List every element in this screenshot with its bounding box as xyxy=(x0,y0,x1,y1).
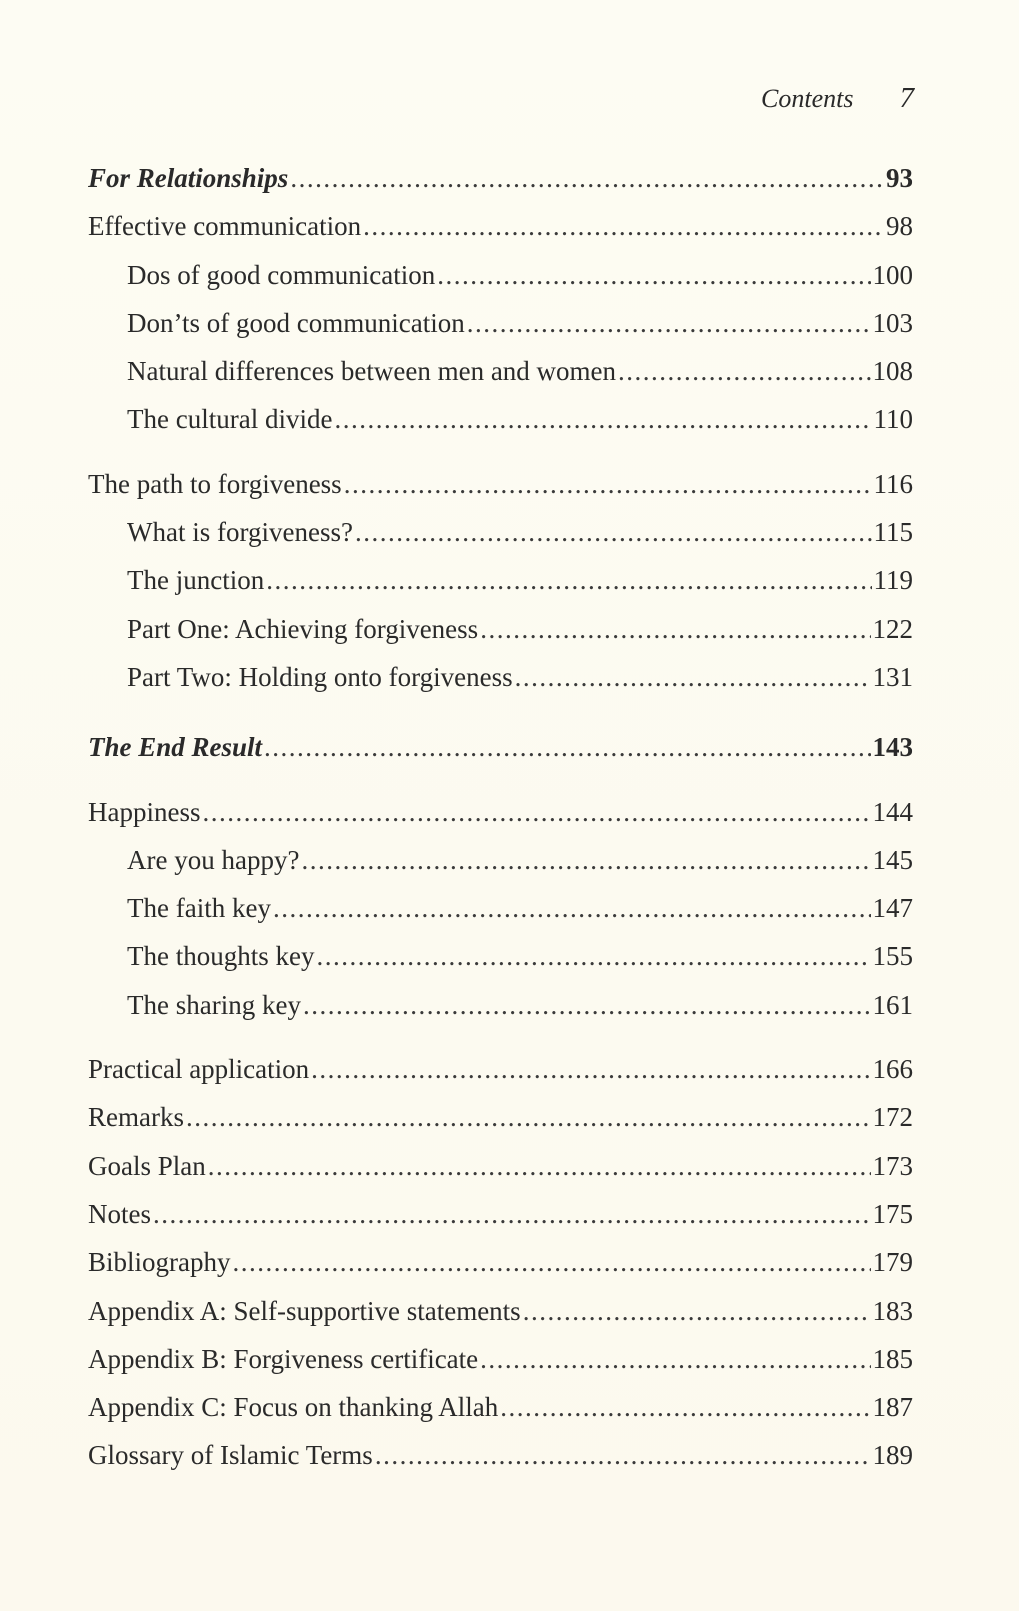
toc-entry xyxy=(88,653,913,701)
toc-entry-title: Practical application xyxy=(88,1054,310,1085)
dot-leader xyxy=(186,1093,871,1141)
dot-leader xyxy=(208,1142,871,1190)
toc-entry xyxy=(88,1045,913,1093)
dot-leader xyxy=(515,653,871,701)
toc-entry-page: 100 xyxy=(872,259,913,290)
toc-entry-page: 147 xyxy=(872,893,913,924)
running-head-section: Contents xyxy=(761,84,854,113)
dot-leader xyxy=(153,1190,871,1238)
dot-leader xyxy=(363,202,884,250)
toc-entry-title: Bibliography xyxy=(88,1247,231,1278)
dot-leader xyxy=(334,395,871,443)
toc-entry-page: 155 xyxy=(872,941,913,972)
page-number: 7 xyxy=(899,82,914,114)
toc-entry-page: 98 xyxy=(886,211,913,242)
toc-entry-title: Don’ts of good communication xyxy=(127,307,465,338)
toc-entry-page: 173 xyxy=(872,1150,913,1181)
toc-entry xyxy=(88,884,913,932)
toc-entry xyxy=(88,836,913,884)
toc-entry-title: Appendix B: Forgiveness certificate xyxy=(88,1343,479,1374)
toc-entry xyxy=(88,605,913,653)
toc-entry-title: The faith key xyxy=(127,893,271,924)
toc-entry-page: 131 xyxy=(872,661,913,692)
running-head xyxy=(761,82,914,115)
toc-entry-page: 189 xyxy=(872,1440,913,1471)
toc-entry-page: 175 xyxy=(872,1198,913,1229)
dot-leader xyxy=(480,605,870,653)
toc-entry-page: 93 xyxy=(886,163,913,193)
toc-entry xyxy=(88,508,913,556)
toc-entry-title: The End Result xyxy=(88,732,263,763)
toc-entry-title: For Relationships xyxy=(88,163,289,193)
toc-entry-title: The path to forgiveness xyxy=(88,468,342,499)
toc-entry-page: 144 xyxy=(872,796,913,827)
dot-leader xyxy=(375,1431,871,1479)
dot-leader xyxy=(523,1287,871,1335)
toc-entry xyxy=(88,1431,913,1479)
toc-entry-title: Notes xyxy=(88,1198,151,1229)
toc-entry-page: 116 xyxy=(873,468,913,499)
dot-leader xyxy=(618,347,870,395)
toc-entry xyxy=(88,1238,913,1286)
toc-entry-title: Effective communication xyxy=(88,211,362,242)
dot-leader xyxy=(301,836,870,884)
toc-entry-title: Remarks xyxy=(88,1102,184,1133)
toc-entry-page: 161 xyxy=(872,989,913,1020)
toc-entry xyxy=(88,1093,913,1141)
dot-leader xyxy=(266,556,871,604)
dot-leader xyxy=(344,460,872,508)
toc-entry xyxy=(88,788,913,836)
toc-entry xyxy=(88,251,913,299)
toc-entry xyxy=(88,1335,913,1383)
toc-entry-title: Natural differences between men and women xyxy=(127,356,617,387)
dot-leader xyxy=(437,251,870,299)
dot-leader xyxy=(500,1383,870,1431)
dot-leader xyxy=(311,1045,870,1093)
toc-entry-page: 183 xyxy=(872,1295,913,1326)
toc-entry-page: 119 xyxy=(873,565,913,596)
toc-entry-page: 115 xyxy=(873,517,913,548)
toc-entry-title: Dos of good communication xyxy=(127,259,436,290)
toc-entry-page: 110 xyxy=(873,404,913,435)
toc-entry-title: Appendix C: Focus on thanking Allah xyxy=(88,1392,499,1423)
dot-leader xyxy=(264,723,870,771)
dot-leader xyxy=(273,884,871,932)
dot-leader xyxy=(303,981,871,1029)
toc-entry-title: The thoughts key xyxy=(127,941,315,972)
toc-entry-title: The junction xyxy=(127,565,265,596)
toc-entry-page: 179 xyxy=(872,1247,913,1278)
toc-entry-title: Happiness xyxy=(88,796,201,827)
toc-entry-page: 166 xyxy=(872,1054,913,1085)
toc-entry-page: 103 xyxy=(872,307,913,338)
toc-entry-title: What is forgiveness? xyxy=(127,517,353,548)
toc-entry-page: 143 xyxy=(872,732,913,763)
toc-entry-title: Part One: Achieving forgiveness xyxy=(127,613,479,644)
toc-entry-page: 145 xyxy=(872,844,913,875)
toc-entry xyxy=(88,1142,913,1190)
toc-entry-title: The sharing key xyxy=(127,989,301,1020)
toc-entry-page: 172 xyxy=(872,1102,913,1133)
toc-entry-title: Appendix A: Self-supportive statements xyxy=(88,1295,521,1326)
toc-entry xyxy=(88,1383,913,1431)
dot-leader xyxy=(467,299,871,347)
toc-entry-title: Are you happy? xyxy=(127,844,300,875)
toc-entry xyxy=(88,460,913,508)
toc-entry-page: 122 xyxy=(872,613,913,644)
toc-entry-title: Part Two: Holding onto forgiveness xyxy=(127,661,513,692)
dot-leader xyxy=(290,154,884,202)
toc-entry xyxy=(88,723,913,771)
toc-entry xyxy=(88,154,913,202)
toc-entry xyxy=(88,1190,913,1238)
toc-entry-page: 187 xyxy=(872,1392,913,1423)
dot-leader xyxy=(355,508,872,556)
toc-entry xyxy=(88,395,913,443)
toc-entry-title: Goals Plan xyxy=(88,1150,206,1181)
dot-leader xyxy=(480,1335,870,1383)
toc-entry xyxy=(88,932,913,980)
toc-entry-page: 108 xyxy=(872,356,913,387)
toc-entry xyxy=(88,556,913,604)
table-of-contents xyxy=(88,154,913,1480)
toc-entry xyxy=(88,981,913,1029)
toc-entry-page: 185 xyxy=(872,1343,913,1374)
toc-entry-title: The cultural divide xyxy=(127,404,333,435)
dot-leader xyxy=(202,788,870,836)
toc-entry xyxy=(88,1287,913,1335)
toc-entry xyxy=(88,202,913,250)
toc-entry-title: Glossary of Islamic Terms xyxy=(88,1440,373,1471)
dot-leader xyxy=(316,932,870,980)
dot-leader xyxy=(233,1238,871,1286)
toc-entry xyxy=(88,299,913,347)
toc-entry xyxy=(88,347,913,395)
